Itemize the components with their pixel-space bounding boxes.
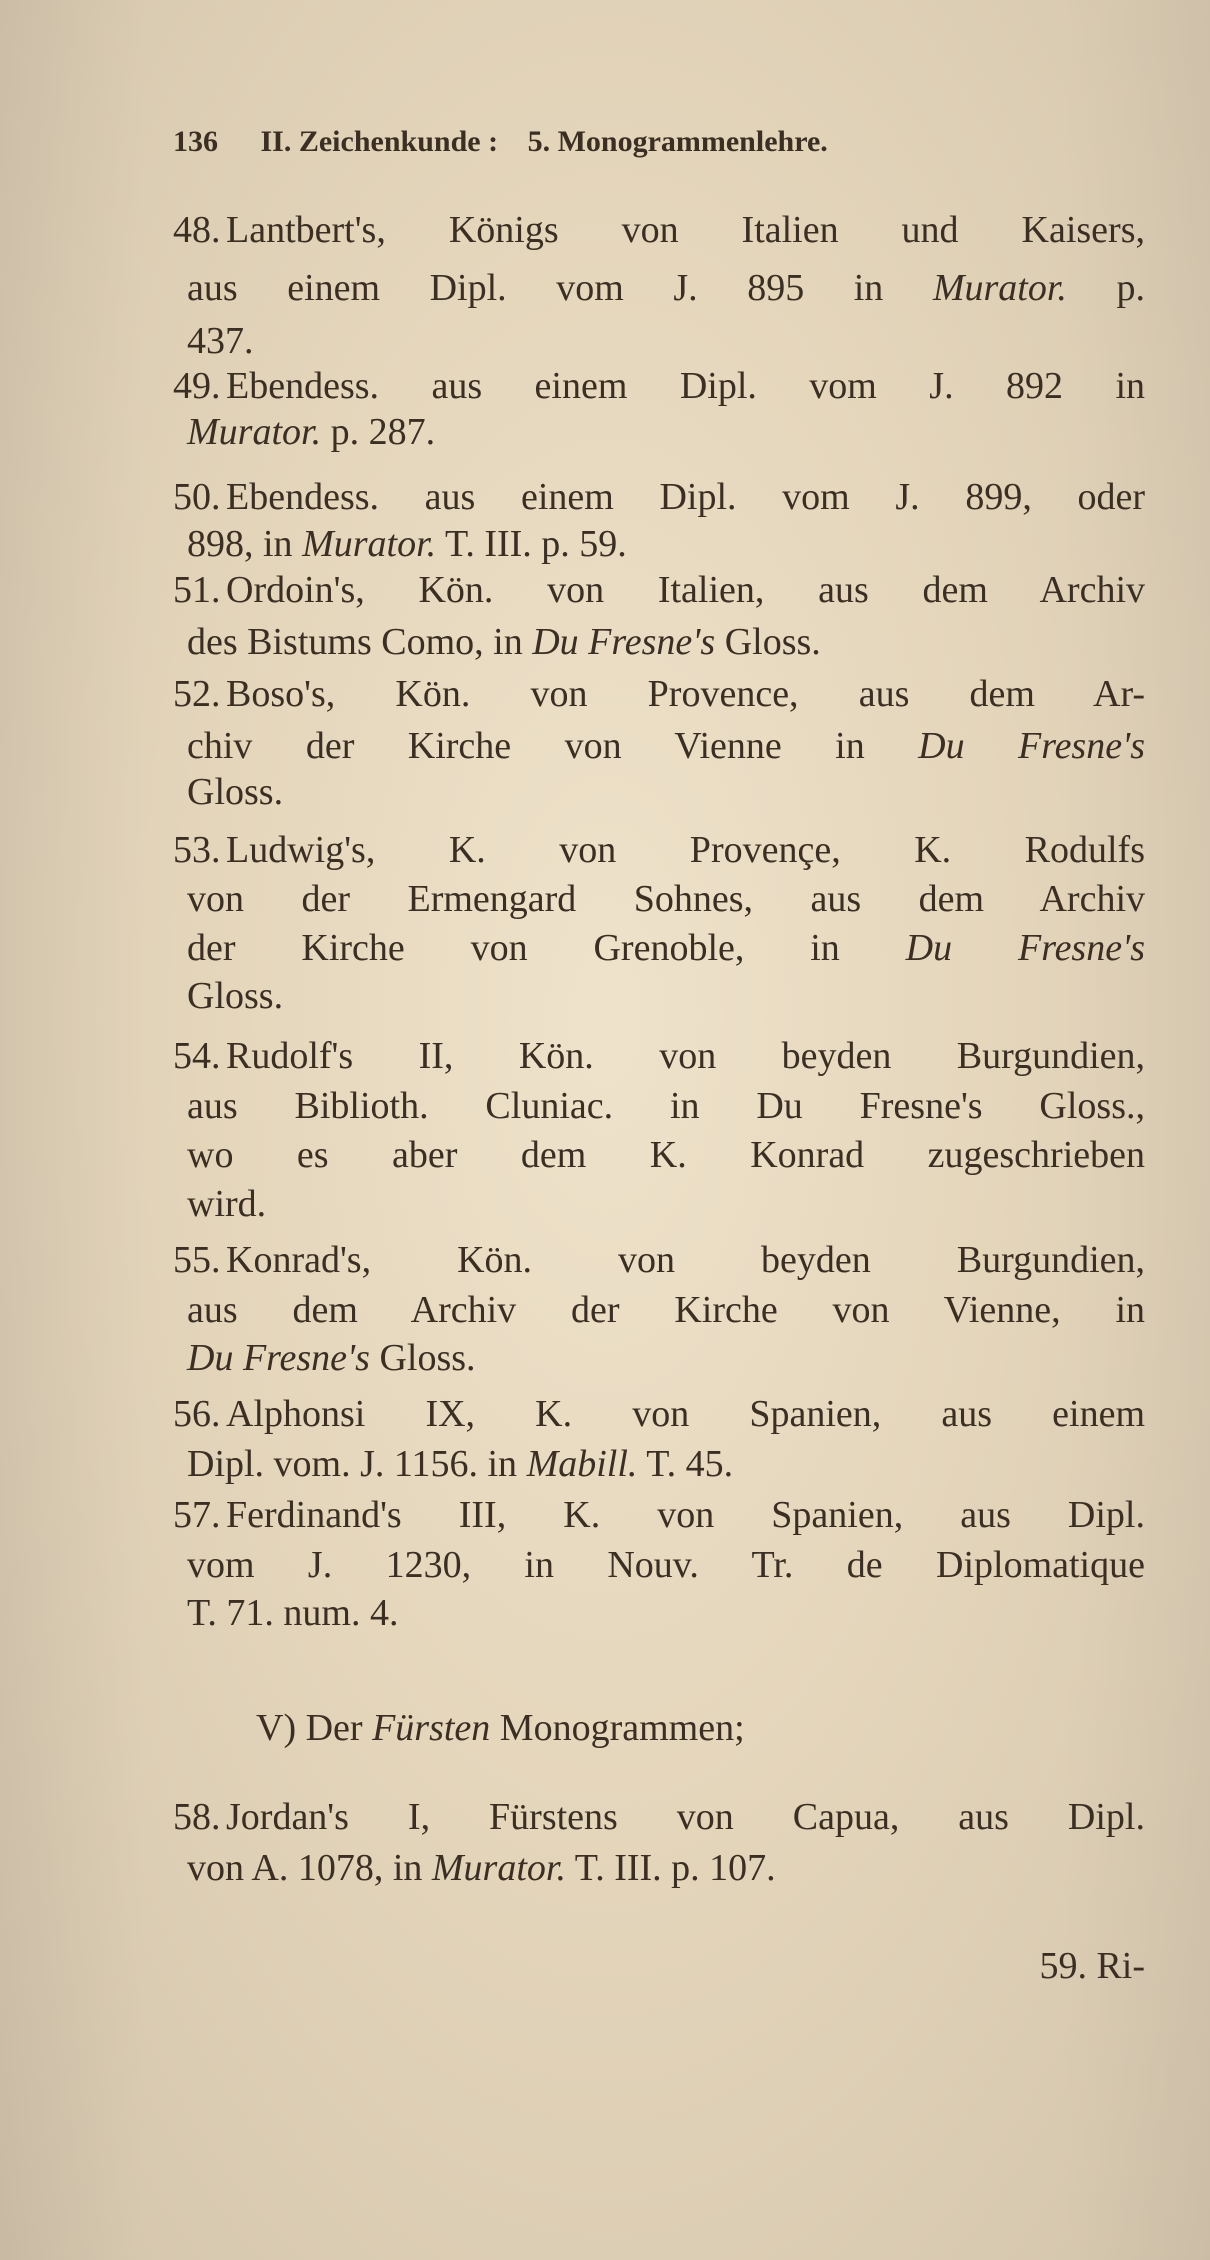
text-run: Ferdinand's III, K. von Spanien, aus Dipl. bbox=[226, 1494, 1145, 1536]
text-run: Lantbert's, Königs von Italien und Kaisers, bbox=[226, 209, 1145, 251]
text-run: Ebendess. aus einem Dipl. vom J. 899, oder bbox=[226, 476, 1145, 518]
entry-line bbox=[226, 1493, 1145, 1537]
text-run: p. bbox=[1066, 267, 1145, 309]
text-run: von der Ermengard Sohnes, aus dem Archiv bbox=[187, 878, 1145, 920]
entry-line bbox=[187, 926, 1145, 970]
entry-line bbox=[187, 1182, 1145, 1226]
entry-number: 57. bbox=[173, 1494, 221, 1536]
entry-line bbox=[226, 1392, 1145, 1436]
text-run: Ebendess. aus einem Dipl. vom J. 892 in bbox=[226, 365, 1145, 407]
text-run: der Kirche von Grenoble, in bbox=[187, 927, 906, 969]
text-run: T. 71. num. 4. bbox=[187, 1592, 399, 1634]
entry-number: 48. bbox=[173, 209, 221, 251]
italic-citation: Du Fresne's bbox=[187, 1337, 370, 1379]
entry-line bbox=[187, 1084, 1145, 1128]
section-heading bbox=[256, 1706, 745, 1750]
text-run: Rudolf's II, Kön. von beyden Burgundien, bbox=[226, 1035, 1145, 1077]
entry-number: 53. bbox=[173, 829, 221, 871]
entry-line bbox=[187, 1133, 1145, 1177]
text-run: Dipl. vom. J. 1156. in bbox=[187, 1443, 527, 1485]
text-run: Boso's, Kön. von Provence, aus dem Ar- bbox=[226, 673, 1145, 715]
text-run: chiv der Kirche von Vienne in bbox=[187, 725, 919, 767]
entry-line bbox=[187, 410, 1145, 454]
entry-line bbox=[226, 1034, 1145, 1078]
text-run: vom J. 1230, in Nouv. Tr. de Diplomatique bbox=[187, 1544, 1145, 1586]
text-run: Gloss. bbox=[715, 621, 821, 663]
text-run: Monogrammen; bbox=[490, 1707, 745, 1749]
entry-line bbox=[187, 266, 1145, 310]
subsection-title: 5. Monogrammenlehre. bbox=[527, 125, 828, 158]
running-header bbox=[173, 122, 828, 162]
text-run: 898, in bbox=[187, 523, 303, 565]
italic-citation: Du Fresne's bbox=[532, 621, 716, 663]
italic-citation: Murator. bbox=[302, 523, 437, 565]
entry-line bbox=[187, 877, 1145, 921]
text-run: Jordan's I, Fürstens von Capua, aus Dipl. bbox=[226, 1796, 1145, 1838]
entry-line bbox=[226, 364, 1145, 408]
entry-line bbox=[226, 1795, 1145, 1839]
italic-citation: Du Fresne's bbox=[905, 927, 1146, 969]
text-run: aus einem Dipl. vom J. 895 in bbox=[187, 267, 933, 309]
italic-citation: Murator. bbox=[187, 411, 322, 453]
text-run: V) Der bbox=[256, 1707, 373, 1749]
entry-line bbox=[226, 475, 1145, 519]
entry-line bbox=[187, 319, 1145, 363]
entry-line bbox=[187, 1591, 1145, 1635]
entry-line bbox=[226, 828, 1145, 872]
section-title: II. Zeichenkunde : bbox=[260, 125, 499, 158]
text-run: Gloss. bbox=[187, 975, 284, 1017]
entry-line bbox=[187, 1336, 1145, 1380]
entry-line bbox=[226, 568, 1145, 612]
entry-number: 54. bbox=[173, 1035, 221, 1077]
text-run: wird. bbox=[187, 1183, 267, 1225]
text-run: 437. bbox=[187, 320, 254, 362]
entry-number: 50. bbox=[173, 476, 221, 518]
text-run: aus dem Archiv der Kirche von Vienne, in bbox=[187, 1289, 1145, 1331]
text-run: p. 287. bbox=[321, 411, 436, 453]
entry-line bbox=[226, 208, 1145, 252]
entry-line bbox=[187, 1442, 1145, 1486]
text-run: Konrad's, Kön. von beyden Burgundien, bbox=[226, 1239, 1145, 1281]
entry-line bbox=[226, 672, 1145, 716]
text-run: Ordoin's, Kön. von Italien, aus dem Archiv bbox=[226, 569, 1145, 611]
text-run: T. III. p. 107. bbox=[565, 1847, 776, 1889]
entry-line bbox=[187, 1846, 1145, 1890]
italic-citation: Fürsten bbox=[372, 1707, 491, 1749]
entry-number: 52. bbox=[173, 673, 221, 715]
text-run: aus Biblioth. Cluniac. in Du Fresne's Gloss., bbox=[187, 1085, 1145, 1127]
entry-number: 56. bbox=[173, 1393, 221, 1435]
italic-citation: Mabill. bbox=[526, 1443, 638, 1485]
page-number: 136 bbox=[173, 125, 218, 158]
entry-number: 49. bbox=[173, 365, 221, 407]
text-run: T. 45. bbox=[637, 1443, 734, 1485]
entry-line bbox=[187, 724, 1145, 768]
text-run: Ludwig's, K. von Provençe, K. Rodulfs bbox=[226, 829, 1145, 871]
entry-line bbox=[187, 620, 1145, 664]
text-run: T. III. p. 59. bbox=[436, 523, 627, 565]
text-run: wo es aber dem K. Konrad zugeschrieben bbox=[187, 1134, 1145, 1176]
text-run: Gloss. bbox=[187, 771, 284, 813]
entry-number: 51. bbox=[173, 569, 221, 611]
text-run: des Bistums Como, in bbox=[187, 621, 533, 663]
entry-line bbox=[187, 974, 1145, 1018]
entry-line bbox=[187, 522, 1145, 566]
italic-citation: Du Fresne's bbox=[918, 725, 1146, 767]
italic-citation: Murator. bbox=[932, 267, 1067, 309]
text-run: von A. 1078, in bbox=[187, 1847, 432, 1889]
entry-line bbox=[226, 1238, 1145, 1282]
text-run: Gloss. bbox=[369, 1337, 476, 1379]
entry-line bbox=[187, 1543, 1145, 1587]
entry-number: 55. bbox=[173, 1239, 221, 1281]
entry-line bbox=[187, 1288, 1145, 1332]
italic-citation: Murator. bbox=[431, 1847, 566, 1889]
entry-number: 58. bbox=[173, 1796, 221, 1838]
entry-line bbox=[187, 770, 1145, 814]
catchword: 59. Ri- bbox=[1039, 1945, 1145, 1987]
text-run: Alphonsi IX, K. von Spanien, aus einem bbox=[226, 1393, 1145, 1435]
